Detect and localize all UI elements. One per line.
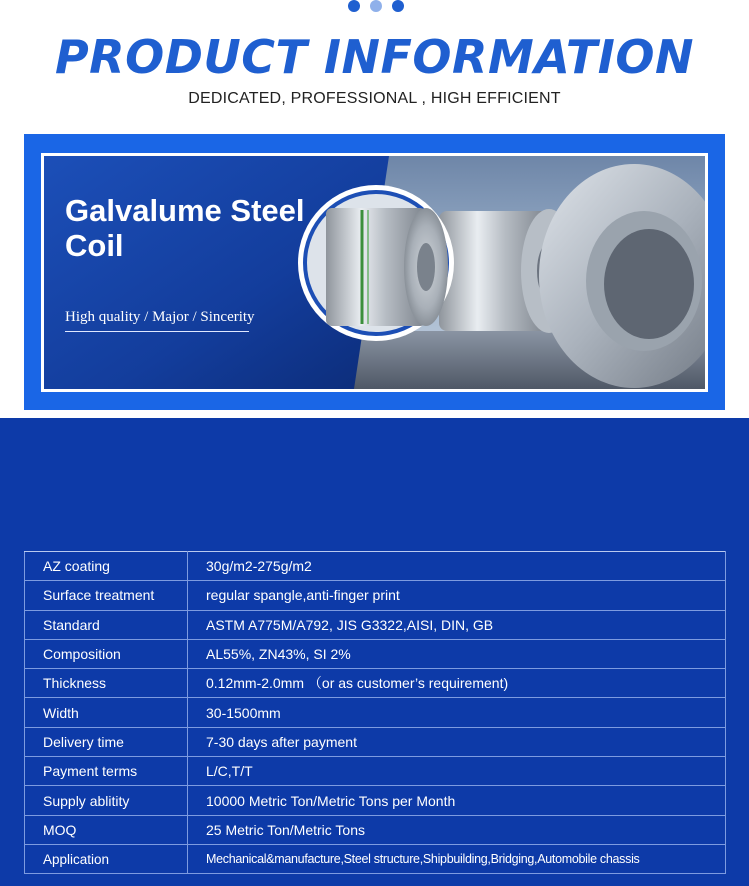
dot-1 bbox=[348, 0, 360, 12]
spec-label: AZ coating bbox=[25, 552, 188, 581]
spec-value: 0.12mm-2.0mm （or as customer’s requirement) bbox=[188, 669, 726, 698]
banner-tagline-underline bbox=[65, 331, 249, 332]
table-row bbox=[25, 581, 726, 610]
dot-2 bbox=[370, 0, 382, 12]
spec-label: Payment terms bbox=[25, 757, 188, 786]
spec-label: Thickness bbox=[25, 669, 188, 698]
table-row bbox=[25, 815, 726, 844]
spec-value: 7-30 days after payment bbox=[188, 727, 726, 756]
spec-label: MOQ bbox=[25, 815, 188, 844]
table-row bbox=[25, 610, 726, 639]
spec-table bbox=[24, 551, 726, 874]
spec-label: Delivery time bbox=[25, 727, 188, 756]
spec-value: Mechanical&manufacture,Steel structure,Shipbuilding,Bridging,Automobile chassis bbox=[188, 844, 726, 873]
spec-value: 25 Metric Ton/Metric Tons bbox=[188, 815, 726, 844]
spec-label: Width bbox=[25, 698, 188, 727]
table-row bbox=[25, 844, 726, 873]
spec-label: Composition bbox=[25, 639, 188, 668]
spec-label: Supply ablitity bbox=[25, 786, 188, 815]
table-row bbox=[25, 786, 726, 815]
product-banner-image bbox=[44, 156, 705, 389]
table-row bbox=[25, 698, 726, 727]
spec-value: regular spangle,anti-finger print bbox=[188, 581, 726, 610]
page-title: PRODUCT INFORMATION bbox=[54, 30, 695, 84]
table-row bbox=[25, 639, 726, 668]
banner-title: Galvalume Steel Coil bbox=[65, 193, 305, 263]
spec-value: L/C,T/T bbox=[188, 757, 726, 786]
spec-value: AL55%, ZN43%, SI 2% bbox=[188, 639, 726, 668]
spec-value: ASTM A775M/A792, JIS G3322,AISI, DIN, GB bbox=[188, 610, 726, 639]
dot-3 bbox=[392, 0, 404, 12]
table-row bbox=[25, 757, 726, 786]
spec-label: Surface treatment bbox=[25, 581, 188, 610]
spec-value: 10000 Metric Ton/Metric Tons per Month bbox=[188, 786, 726, 815]
page-subtitle: DEDICATED, PROFESSIONAL , HIGH EFFICIENT bbox=[188, 90, 561, 107]
table-row bbox=[25, 727, 726, 756]
spec-value: 30g/m2-275g/m2 bbox=[188, 552, 726, 581]
table-row bbox=[25, 552, 726, 581]
decorative-dots bbox=[0, 0, 749, 14]
spec-value: 30-1500mm bbox=[188, 698, 726, 727]
banner-tagline: High quality / Major / Sincerity bbox=[65, 309, 255, 325]
spec-label: Application bbox=[25, 844, 188, 873]
table-row bbox=[25, 669, 726, 698]
spec-label: Standard bbox=[25, 610, 188, 639]
